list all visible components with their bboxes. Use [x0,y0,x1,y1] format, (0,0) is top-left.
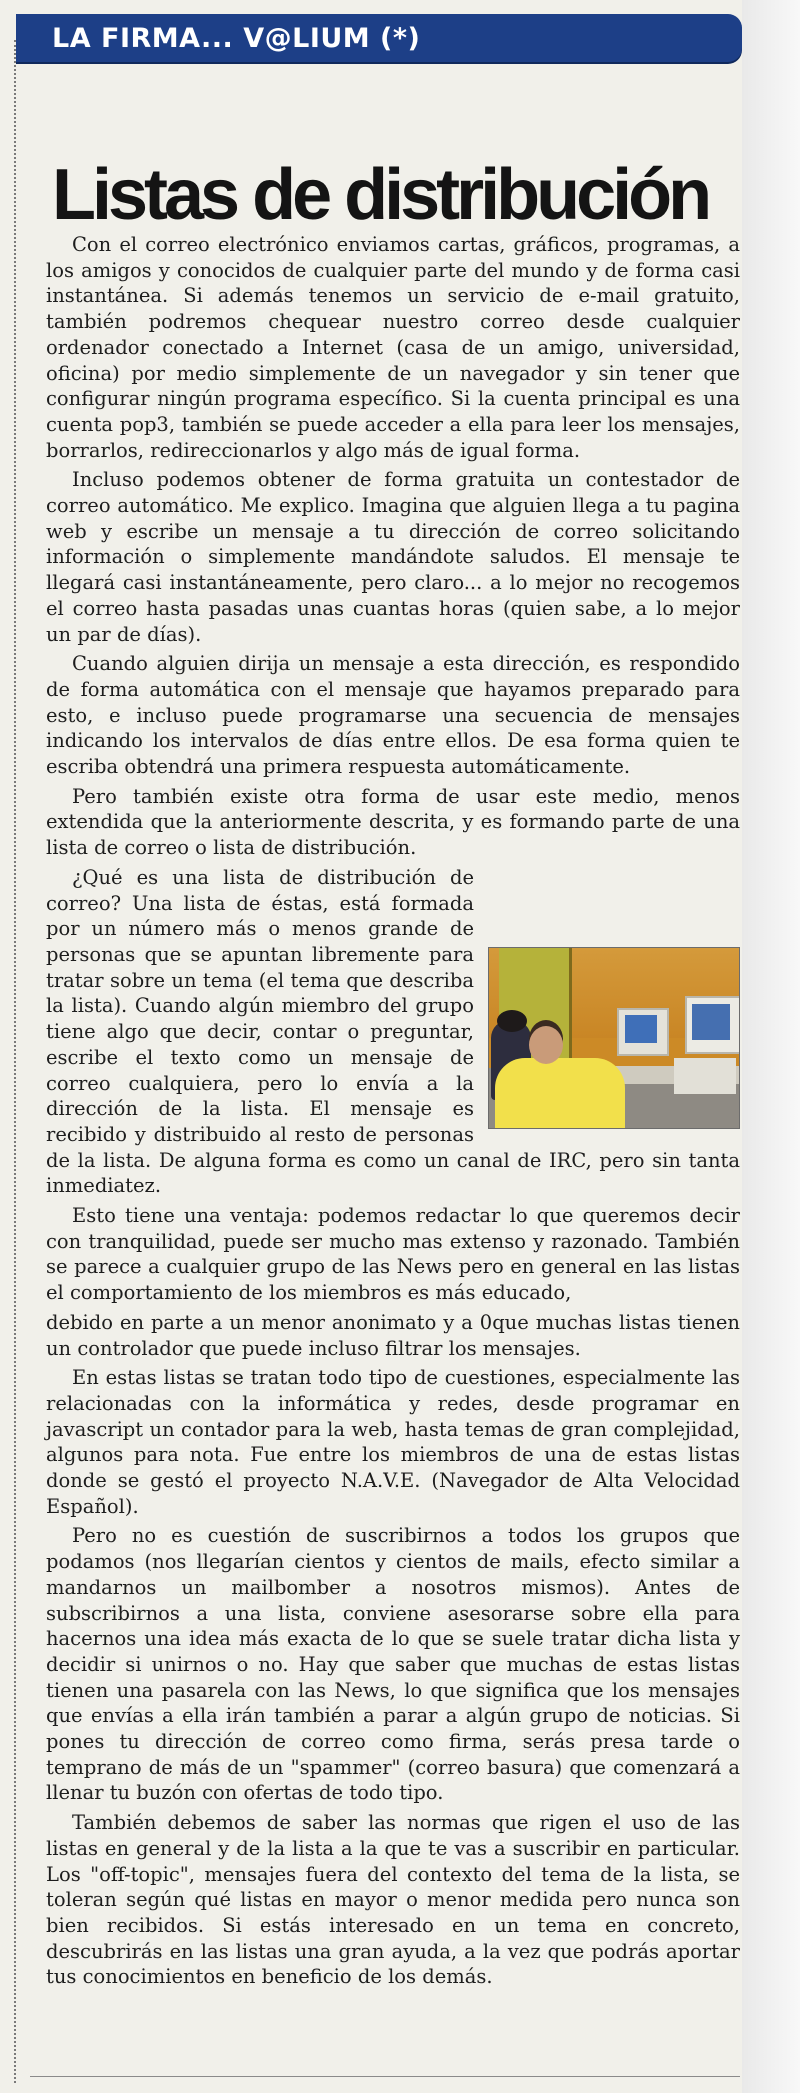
paragraph: Pero también existe otra forma de usar este medio, menos extendida que la anteriormente descrita, y es formando parte de una lista de correo o lista de distribución. [46,784,740,860]
footer-rule [30,2076,740,2077]
paragraph: También debemos de saber las normas que rigen el uso de las listas en general y de la lista a la que te vas a suscribir en particular. Los "off-topic", mensajes fuera del contexto del tema de la lista, se toleran según qué listas en mayor o menor medida pero nunca son bien recibidos. Si estás interesado en un tema en concreto, descubrirás en las listas una gran ayuda, a la vez que podrás aportar tus conocimientos en beneficio de los demás. [46,1811,740,1989]
column-rule [14,40,16,2083]
photo-student-shirt [495,1058,625,1128]
article-body [46,232,740,1994]
photo-computer-case [674,1058,736,1094]
paragraph: Pero no es cuestión de suscribirnos a todos los grupos que podamos (nos llegarían cientos y cientos de mails, efecto similar a mandarnos un mailbomber a nosotros mismos). Antes de subscribirnos a una lista, conviene asesorarse sobre ella para hacernos una idea más exacta de lo que se suele tratar dicha lista y decidir si unirnos o no. Hay que saber que muchas de estas listas tienen una pasarela con las News, lo que significa que los mensajes que envías a ella irán también a parar a algún grupo de noticias. Si pones tu dirección de correo como firma, serás presa tarde o temprano de más de un "spammer" (correo basura) que comenzará a llenar tu buzón con ofertas de todo tipo. [46,1524,740,1805]
photo-screen [692,1004,730,1040]
paragraph: Incluso podemos obtener de forma gratuita un contestador de correo automático. Me explico. Imagina que alguien llega a tu pagina web y escribe un mensaje a tu dirección de correo solicitando información o simplemente mandándote saludos. El mensaje te llegará casi instantáneamente, pero claro... a lo mejor no recogemos el correo hasta pasadas unas cuantas horas (quien sabe, a lo mejor un par de días). [46,468,740,646]
photo-screen [625,1015,657,1043]
paragraph: Cuando alguien dirija un mensaje a esta dirección, es respondido de forma automática con el mensaje que hayamos preparado para esto, e incluso puede programarse una secuencia de mensajes indicando los intervalos de días entre ellos. De esa forma quien te escriba obtendrá una primera respuesta automáticamente. [46,652,740,779]
paragraph: Esto tiene una ventaja: podemos redactar lo que queremos decir con tranquilidad, puede ser mucho mas extenso y razonado. También se parece a cualquier grupo de las News pero en general en las listas el comportamiento de los miembros es más educado, [46,1204,740,1305]
photo-student-head [529,1026,563,1064]
section-label: LA FIRMA... V@LIUM (*) [52,23,421,54]
paragraph: debido en parte a un menor anonimato y a 0que muchas listas tienen un controlador que puede incluso filtrar los mensajes. [46,1310,740,1360]
article-title: Listas de distribución [52,155,709,236]
paragraph: ¿Qué es una lista de distribución de correo? Una lista de éstas, está formada por un número más o menos grande de personas que se apuntan libremente para tratar sobre un tema (el tema que describa la lista). Cuando algún miembro del grupo tiene algo que decir, contar o preguntar, escribe el texto como un mensaje de correo cualquiera, pero lo envía a la dirección de la lista. El mensaje es recibido y distribuido al resto de personas de la lista. De alguna forma es como un canal de IRC, pero sin tanta inmediatez. [46,865,740,1198]
article-photo [488,947,740,1129]
page-margin [742,0,800,2093]
paragraph: En estas listas se tratan todo tipo de cuestiones, especialmente las relacionadas con la informática y redes, desde programar en javascript un contador para la web, hasta temas de gran complejidad, algunos para nota. Fue entre los miembros de una de estas listas donde se gestó el proyecto N.A.V.E. (Navegador de Alta Velocidad Español). [46,1366,740,1518]
photo-student-hair [497,1010,527,1032]
section-banner [16,14,742,62]
paragraph: Con el correo electrónico enviamos cartas, gráficos, programas, a los amigos y conocidos de cualquier parte del mundo y de forma casi instantánea. Si además tenemos un servicio de e-mail gratuito, también podremos chequear nuestro correo desde cualquier ordenador conectado a Internet (casa de un amigo, universidad, oficina) por medio simplemente de un navegador y sin tener que configurar ningún programa específico. Si la cuenta principal es una cuenta pop3, también se puede acceder a ella para leer los mensajes, borrarlos, redireccionarlos y algo más de igual forma. [46,233,740,462]
